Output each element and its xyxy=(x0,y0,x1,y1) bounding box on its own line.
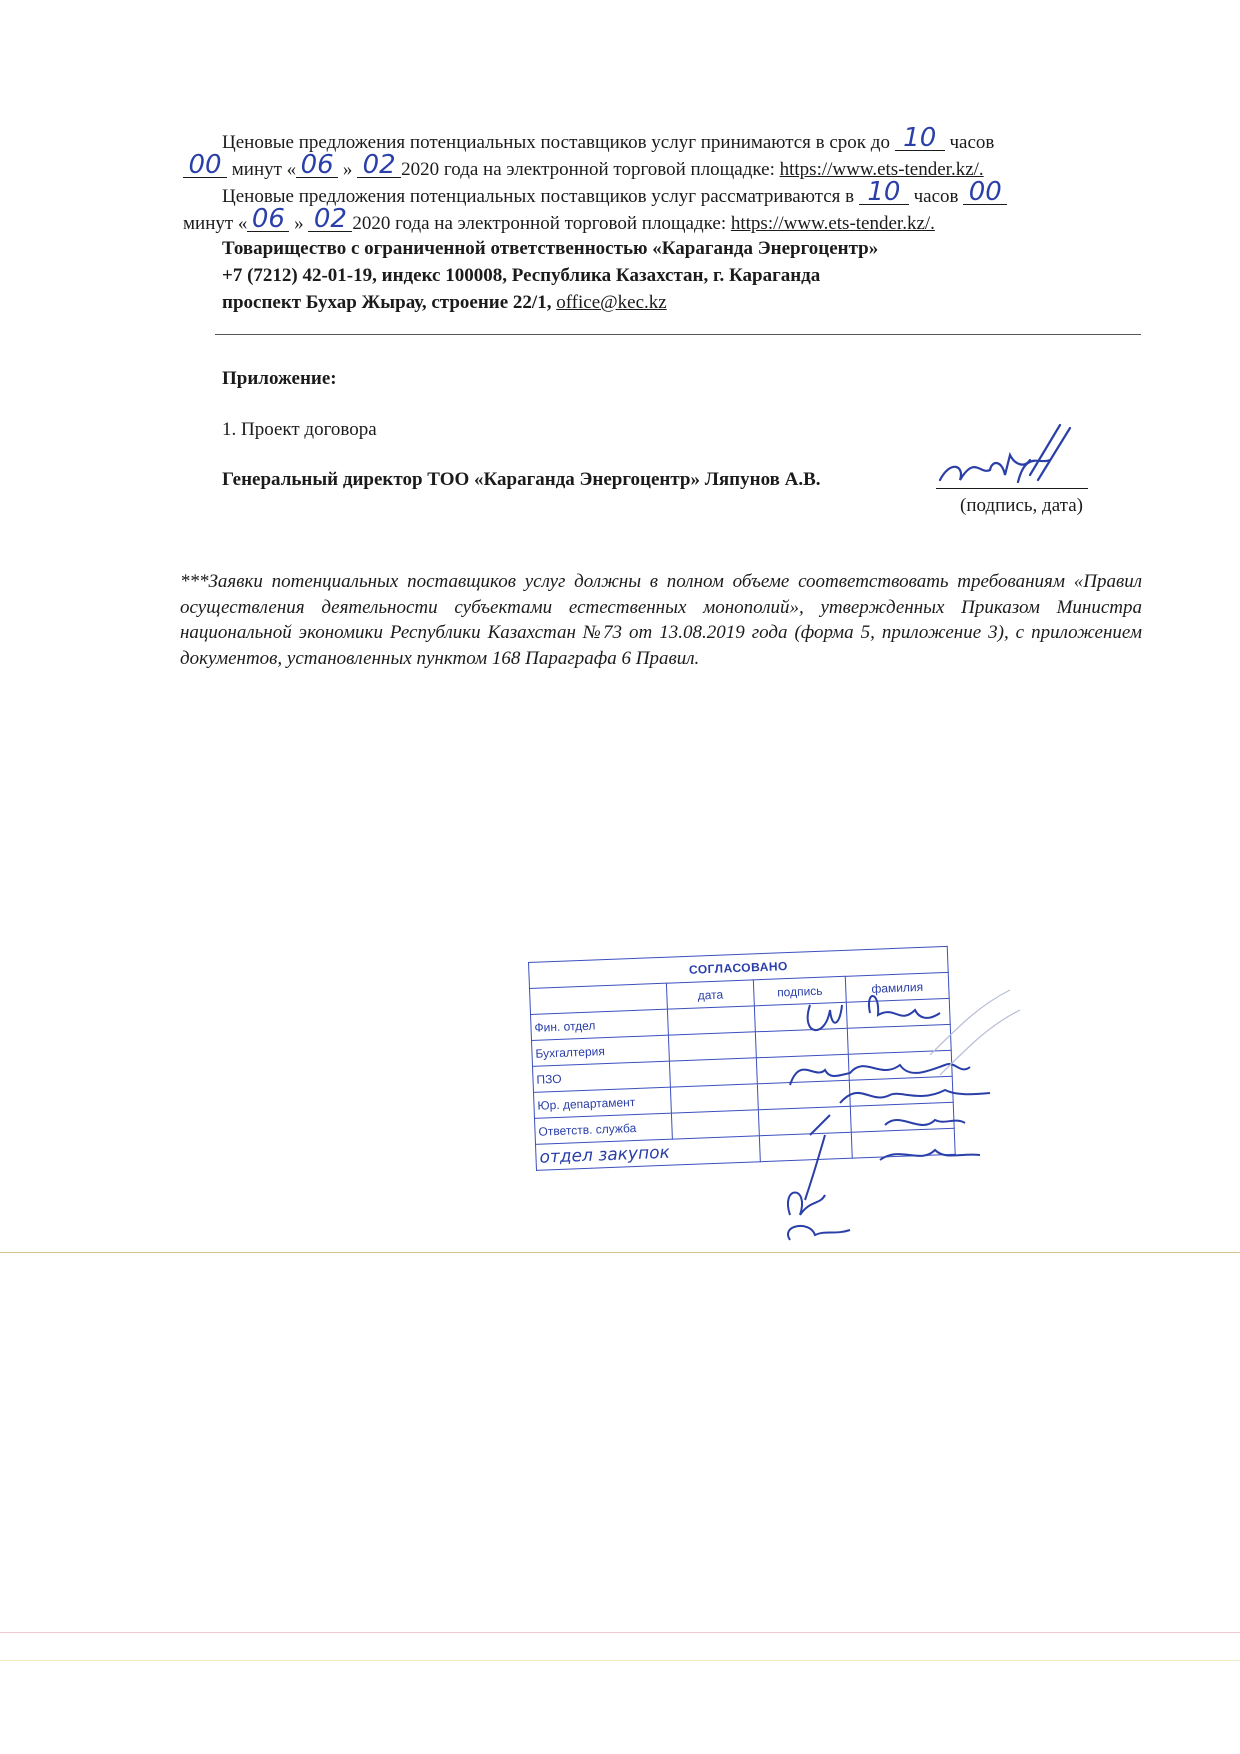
stamp-handwritten-row: отдел закупок xyxy=(536,1136,761,1171)
stamp-row-label: Бухгалтерия xyxy=(532,1035,670,1066)
stamp-col-signature: подпись xyxy=(753,976,846,1006)
director-signature xyxy=(930,420,1080,500)
paragraph-1-line-1 xyxy=(222,123,995,155)
text-fragment: 2020 года на электронной торговой площадке: xyxy=(401,159,775,180)
stamp-cell xyxy=(671,1110,759,1139)
text-fragment: » xyxy=(342,159,353,180)
stamp-cell xyxy=(669,1058,757,1087)
text-fragment: минут « xyxy=(183,213,248,234)
text-fragment: часов xyxy=(949,132,995,153)
company-address: проспект Бухар Жырау, строение 22/1, xyxy=(222,292,552,313)
handwritten-hours: 10 xyxy=(859,180,909,205)
text-fragment: Ценовые предложения потенциальных поставщиков услуг принимаются в срок до xyxy=(222,132,890,153)
stamp-row-label: Фин. отдел xyxy=(531,1009,669,1040)
company-name: Товарищество с ограниченной ответственностью «Караганда Энергоцентр» xyxy=(222,238,879,259)
appendix-title: Приложение: xyxy=(222,368,337,389)
stamp-col-surname: фамилия xyxy=(845,972,949,1002)
fold-line xyxy=(0,1252,1240,1253)
signature-caption: (подпись, дата) xyxy=(960,495,1083,516)
scan-line xyxy=(0,1632,1240,1633)
handwritten-day: 06 xyxy=(296,153,338,178)
stamp-cell xyxy=(668,1032,756,1061)
company-email-link[interactable]: office@kec.kz xyxy=(556,292,667,313)
stamp-cell xyxy=(670,1084,758,1113)
ets-tender-link[interactable]: https://www.ets-tender.kz/. xyxy=(779,159,984,180)
handwritten-hours: 10 xyxy=(895,126,945,151)
text-fragment: минут « xyxy=(231,159,297,180)
handwritten-month: 02 xyxy=(357,153,401,178)
requirements-note: ***Заявки потенциальных поставщиков услуг должны в полном объеме соответствовать требованиям «Правил осуществления деятельности субъектами естественных монополий», утвержденных Приказом Министра национальной экономики Республики Казахстан №73 от 13.08.2019 года (форма 5, приложение 3), с приложением документов, установленных пунктом 168 Параграфа 6 Правил. xyxy=(180,571,1142,669)
appendix-item-1: 1. Проект договора xyxy=(222,419,377,440)
divider-line xyxy=(215,334,1141,335)
signature-line: Генеральный директор ТОО «Караганда Энергоцентр» Ляпунов А.В. xyxy=(222,469,821,490)
text-fragment: » xyxy=(294,213,304,234)
stamp-signatures xyxy=(770,985,1030,1255)
handwritten-minutes: 00 xyxy=(963,180,1007,205)
handwritten-minutes: 00 xyxy=(183,153,227,178)
scan-line xyxy=(0,1660,1240,1661)
stamp-row-label: Юр. департамент xyxy=(534,1087,672,1118)
stamp-col-date: дата xyxy=(666,980,754,1009)
stamp-title: СОГЛАСОВАНО xyxy=(529,946,949,988)
ets-tender-link-2[interactable]: https://www.ets-tender.kz/. xyxy=(730,213,935,234)
handwritten-month: 02 xyxy=(308,207,352,232)
handwritten-day: 06 xyxy=(247,207,289,232)
stamp-cell xyxy=(667,1006,755,1035)
company-contacts: +7 (7212) 42-01-19, индекс 100008, Республика Казахстан, г. Караганда xyxy=(222,265,821,286)
text-fragment: Ценовые предложения потенциальных поставщиков услуг рассматриваются в xyxy=(222,186,855,207)
company-address-line xyxy=(222,291,667,315)
stamp-row-label: ПЗО xyxy=(533,1061,671,1092)
paragraph-2-line-2 xyxy=(183,204,935,236)
paragraph-1-line-2 xyxy=(183,150,984,182)
text-fragment: 2020 года на электронной торговой площадке: xyxy=(352,213,727,234)
text-fragment: часов xyxy=(913,186,959,207)
stamp-row-label: Ответств. служба xyxy=(535,1113,673,1144)
